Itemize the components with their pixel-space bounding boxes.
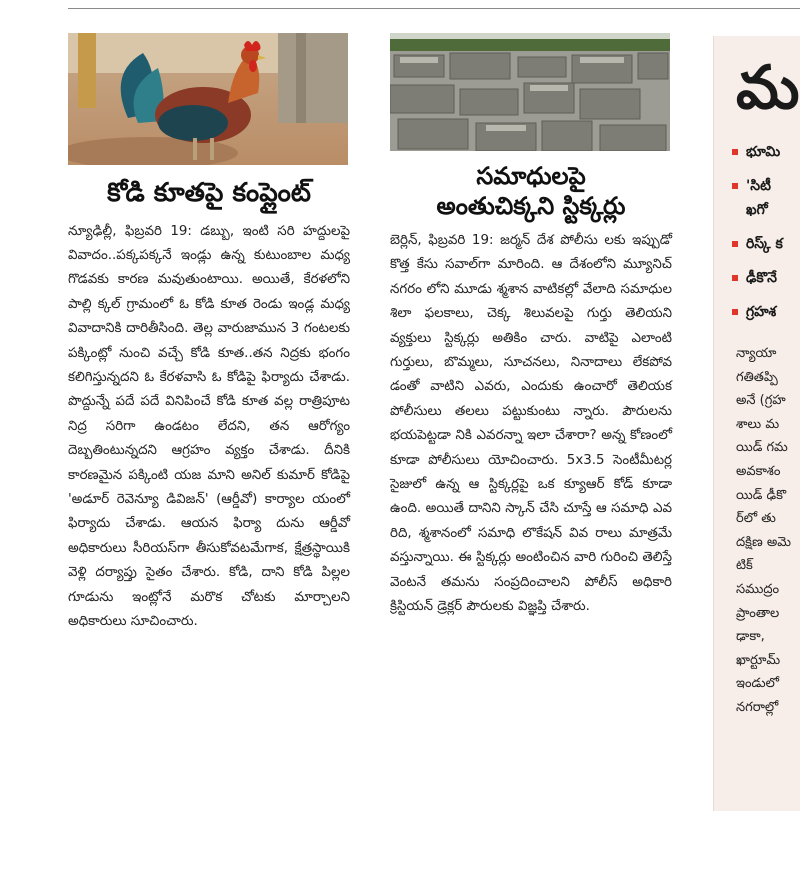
sidebar-bullet: 'సిటీ [732, 174, 800, 198]
sidebar-body [736, 342, 800, 720]
sidebar-line: గతితప్పి [736, 369, 778, 385]
sidebar-bullet: ఢీకొనే [732, 266, 800, 290]
rooster-photo [68, 33, 348, 165]
sidebar-line: ఢాకా, [736, 629, 765, 645]
sidebar-bullet: గ్రహశ [732, 300, 800, 324]
sidebar-line: దక్షిణ అమె [736, 534, 791, 550]
article-body: న్యూఢిల్లీ, ఫిబ్రవరి 19: డబ్బు, ఇంటి సరి హద్దులపై వివాదం..పక్కపక్కనే ఇండ్లు ఉన్న కుటుంబాల మధ్య గొడవకు కారణ మవుతుంటాయి. అయితే, కేరళలోని పాల్లి క్కల్ గ్రామంలో ఓ కోడి కూత రెండు ఇండ్ల మధ్య వివాదానికి దారితీసింది. తెల్ల వారుజామున 3 గంటలకు పక్కింట్లో నుంచి వచ్చే కోడి కూత..తన నిద్రకు భంగం కలిగిస్తున్నదని ఓ కేరళవాసి ఓ కోడిపై ఫిర్యాదు చేశాడు. పొద్దున్నే పదే పదే వినిపించే కోడి కూత వల్ల రాత్రిపూట నిద్ర సరిగా ఉండటం లేదని, తన ఆరోగ్యం దెబ్బతింటున్నదని ఆగ్రహం వ్యక్తం చేశాడు. దీనికి కారణమైన పక్కింటి యజ మాని అనిల్ కుమార్ కోడిపై 'అడూర్ రెవెన్యూ డివిజన్' (ఆర్డీవో) కార్యాల యంలో ఫిర్యాదు చేశాడు. ఆయన ఫిర్యా దును ఆర్డీవో అధికారులు సీరియస్‌గా తీసుకోవటమేగాక, క్షేత్రస్థాయికి వెళ్లి దర్యాప్తు సైతం చేశారు. కోడి, దాని కోడి పిల్లల గూడును ఇంట్లోనే మరొక చోటకు మార్చాలని అధికారులు సూచించారు. [68, 223, 350, 629]
headline-line-1: సమాధులపై [476, 162, 586, 190]
headline: కోడి కూతపై కంప్లైంట్ [107, 178, 311, 208]
sidebar-line: యిడ్ గమ [736, 440, 788, 456]
sidebar-line: టిక్ [736, 558, 753, 574]
sidebar-line: ఖార్టూమ్‌ [736, 652, 781, 668]
top-rule [68, 8, 800, 9]
sidebar-article [713, 36, 800, 811]
headline [390, 161, 672, 221]
sidebar-line: ర్‌లో తు [736, 511, 776, 527]
sidebar-bullet-list [732, 140, 800, 324]
sidebar-line: నగరాల్లో [736, 699, 779, 715]
cemetery-graves-photo [390, 33, 670, 151]
article-rooster [68, 33, 350, 634]
sidebar-line: ఇండులో [736, 676, 780, 692]
sidebar-line: శాలు మ [736, 416, 780, 432]
sidebar-headline: మ [736, 53, 800, 123]
sidebar-bullet-continuation: ఖగో [746, 202, 768, 218]
sidebar-line: న్యాయా [736, 346, 777, 361]
sidebar-bullet: రిస్క్ క [732, 232, 800, 256]
sidebar-bullet: భూమి [732, 140, 800, 164]
sidebar-line: యిడ్ ఢీకొ [736, 487, 787, 503]
sidebar-line: అవకాశం [736, 463, 781, 479]
sidebar-line: ప్రాంతాల [736, 605, 780, 621]
article-cemetery [390, 33, 672, 620]
article-body: బెర్లిన్, ఫిబ్రవరి 19: జర్మన్ దేశ పోలీసు లకు ఇప్పుడో కొత్త కేసు సవాల్‌గా మారింది. ఆ దేశంలోని మ్యూనిచ్ నగరం లోని మూడు శ్మశాన వాటికల్లో వేలాది సమాధుల శిలా ఫలకాలు, చెక్క శిలువలపై గుర్తు తెలియని వ్యక్తులు స్టిక్కర్లు అతికిం చారు. వాటిపై ఎలాంటి గుర్తులు, బొమ్మలు, సూచనలు, నినాదాలు లేకపోవ డంతో వాటిని ఎవరు, ఎందుకు ఉంచారో తెలియక పోలీసులు తలలు పట్టుకుంటు న్నారు. పౌరులను భయపెట్టడా నికి ఎవరన్నా ఇలా చేశారా? అన్న కోణంలో కూడా పోలీసులు యోచించారు. 5x3.5 సెంటీమీటర్ల సైజులో ఉన్న ఆ స్టిక్కర్లపై ఒక క్యూఆర్ కోడ్ కూడా ఉంది. అయితే దానిని స్కాన్ చేసి చూస్తే ఆ సమాధి ఎవ రిది, శ్మశానంలో సమాధి లొకేషన్ వివ రాలు మాత్రమే వస్తున్నాయి. ఈ స్టిక్కర్లు అంటించిన వారి గురించి తెలిస్తే వెంటనే తమను సంప్రదించాలని పోలీస్ అధికారి క్రిస్టియన్ డ్రెక్లర్ పౌరులకు విజ్ఞప్తి చేశారు. [390, 233, 672, 615]
headline-line-2: అంతుచిక్కని స్టిక్కర్లు [436, 192, 626, 220]
sidebar-line: సముద్రం [736, 581, 780, 597]
sidebar-line: అనే (గ్రహ [736, 393, 786, 409]
